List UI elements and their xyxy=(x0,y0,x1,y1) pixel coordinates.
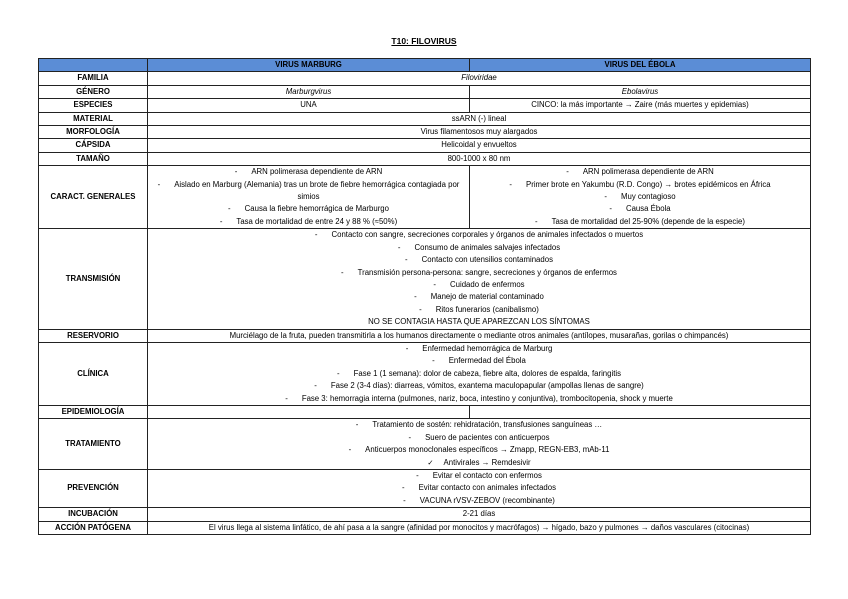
list-item: - Cuidado de enfermos xyxy=(150,279,808,291)
header-ebola: VIRUS DEL ÉBOLA xyxy=(470,59,811,72)
list-item: - Ritos funerarios (canibalismo) xyxy=(150,304,808,316)
row-label: INCUBACIÓN xyxy=(39,508,148,521)
row-caract-generales xyxy=(39,166,811,229)
row-label: FAMILIA xyxy=(39,72,148,85)
list-item: - ARN polimerasa dependiente de ARN xyxy=(150,166,467,178)
list-item: - Primer brote en Yakumbu (R.D. Congo) → brotes epidémicos en África xyxy=(472,179,808,191)
capsida-value: Helicoidal y envueltos xyxy=(148,139,811,152)
accion-patogena-value: El virus llega al sistema linfático, de ahí pasa a la sangre (afinidad por monocitos y macrófagos) → hígado, bazo y pulmones → daños vasculares (citocinas) xyxy=(148,521,811,534)
familia-value: Filoviridae xyxy=(148,72,811,85)
list-item: - Tratamiento de sostén: rehidratación, transfusiones sanguíneas … xyxy=(150,419,808,431)
list-item: - Transmisión persona-persona: sangre, secreciones y órganos de enfermos xyxy=(150,267,808,279)
genero-ebola: Ebolavirus xyxy=(470,85,811,98)
row-reservorio xyxy=(39,329,811,342)
row-label: ACCIÓN PATÓGENA xyxy=(39,521,148,534)
row-label: EPIDEMIOLOGÍA xyxy=(39,405,148,418)
header-label-cell xyxy=(39,59,148,72)
list-item: - Consumo de animales salvajes infectados xyxy=(150,242,808,254)
list-item: - Enfermedad hemorrágica de Marburg xyxy=(150,343,808,355)
list-item: - Muy contagioso xyxy=(472,191,808,203)
list-item: - Manejo de material contaminado xyxy=(150,291,808,303)
list-item: - Fase 1 (1 semana): dolor de cabeza, fiebre alta, dolores de espalda, faringitis xyxy=(150,368,808,380)
row-label: CÁPSIDA xyxy=(39,139,148,152)
material-value: ssARN (-) lineal xyxy=(148,112,811,125)
row-label: GÉNERO xyxy=(39,85,148,98)
incubacion-value: 2-21 días xyxy=(148,508,811,521)
row-capsida xyxy=(39,139,811,152)
transmision-value xyxy=(148,229,811,329)
genero-marburg: Marburgvirus xyxy=(148,85,470,98)
row-label: TRANSMISIÓN xyxy=(39,229,148,329)
row-familia xyxy=(39,72,811,85)
list-item: - Enfermedad del Ébola xyxy=(150,355,808,367)
page-title: T10: FILOVIRUS xyxy=(391,36,457,46)
prevencion-value xyxy=(148,470,811,508)
row-genero xyxy=(39,85,811,98)
row-label: TAMAÑO xyxy=(39,152,148,165)
caract-ebola xyxy=(470,166,811,229)
row-tratamiento xyxy=(39,419,811,470)
list-item-checked xyxy=(150,457,808,469)
row-accion-patogena xyxy=(39,521,811,534)
morfologia-value: Virus filamentosos muy alargados xyxy=(148,126,811,139)
list-item: - Fase 3: hemorragia interna (pulmones, nariz, boca, intestino y conjuntiva), trombocitopenia, shock y muerte xyxy=(150,393,808,405)
clinica-value xyxy=(148,342,811,405)
row-label: MORFOLOGÍA xyxy=(39,126,148,139)
row-label: TRATAMIENTO xyxy=(39,419,148,470)
row-label: MATERIAL xyxy=(39,112,148,125)
row-label: CLÍNICA xyxy=(39,342,148,405)
epidemiologia-ebola xyxy=(470,405,811,418)
tratamiento-value xyxy=(148,419,811,470)
list-item: - Suero de pacientes con anticuerpos xyxy=(150,432,808,444)
row-tamano xyxy=(39,152,811,165)
check-icon xyxy=(427,458,443,467)
list-item: - Contacto con utensilios contaminados xyxy=(150,254,808,266)
list-item: - Contacto con sangre, secreciones corporales y órganos de animales infectados o muertos xyxy=(150,229,808,241)
epidemiologia-marburg xyxy=(148,405,470,418)
list-item: - Causa la fiebre hemorrágica de Marburgo xyxy=(150,203,467,215)
row-label: PREVENCIÓN xyxy=(39,470,148,508)
especies-marburg: UNA xyxy=(148,99,470,112)
row-transmision xyxy=(39,229,811,329)
reservorio-value: Murciélago de la fruta, pueden transmitirla a los humanos directamente o mediante otros animales (antílopes, musarañas, gorilas o chimpancés) xyxy=(148,329,811,342)
row-clinica xyxy=(39,342,811,405)
list-item: - Fase 2 (3-4 días): diarreas, vómitos, exantema maculopapular (ampollas llenas de sangre) xyxy=(150,380,808,392)
row-label: RESERVORIO xyxy=(39,329,148,342)
row-material xyxy=(39,112,811,125)
list-item: - Tasa de mortalidad de entre 24 y 88 % (≈50%) xyxy=(150,216,467,228)
list-item: - VACUNA rVSV-ZEBOV (recombinante) xyxy=(150,495,808,507)
list-item: - Aislado en Marburg (Alemania) tras un brote de fiebre hemorrágica contagiada por simios xyxy=(150,179,467,204)
row-epidemiologia xyxy=(39,405,811,418)
tamano-value: 800-1000 x 80 nm xyxy=(148,152,811,165)
list-item: - Tasa de mortalidad del 25-90% (depende de la especie) xyxy=(472,216,808,228)
list-item: - ARN polimerasa dependiente de ARN xyxy=(472,166,808,178)
row-incubacion xyxy=(39,508,811,521)
row-prevencion xyxy=(39,470,811,508)
transmision-note: NO SE CONTAGIA HASTA QUE APAREZCAN LOS SÍNTOMAS xyxy=(368,317,590,327)
especies-ebola: CINCO: la más importante → Zaire (más muertes y epidemias) xyxy=(470,99,811,112)
row-label: CARACT. GENERALES xyxy=(39,166,148,229)
row-especies xyxy=(39,99,811,112)
header-marburg: VIRUS MARBURG xyxy=(148,59,470,72)
filovirus-table xyxy=(38,58,811,535)
caract-marburg xyxy=(148,166,470,229)
list-item: - Causa Ébola xyxy=(472,203,808,215)
list-item: - Evitar contacto con animales infectados xyxy=(150,482,808,494)
row-morfologia xyxy=(39,126,811,139)
row-label: ESPECIES xyxy=(39,99,148,112)
list-item: - Evitar el contacto con enfermos xyxy=(150,470,808,482)
header-row xyxy=(39,59,811,72)
list-item: - Anticuerpos monoclonales específicos → Zmapp, REGN-EB3, mAb-11 xyxy=(150,444,808,456)
check-item-text: Antivirales → Remdesivir xyxy=(443,457,531,467)
